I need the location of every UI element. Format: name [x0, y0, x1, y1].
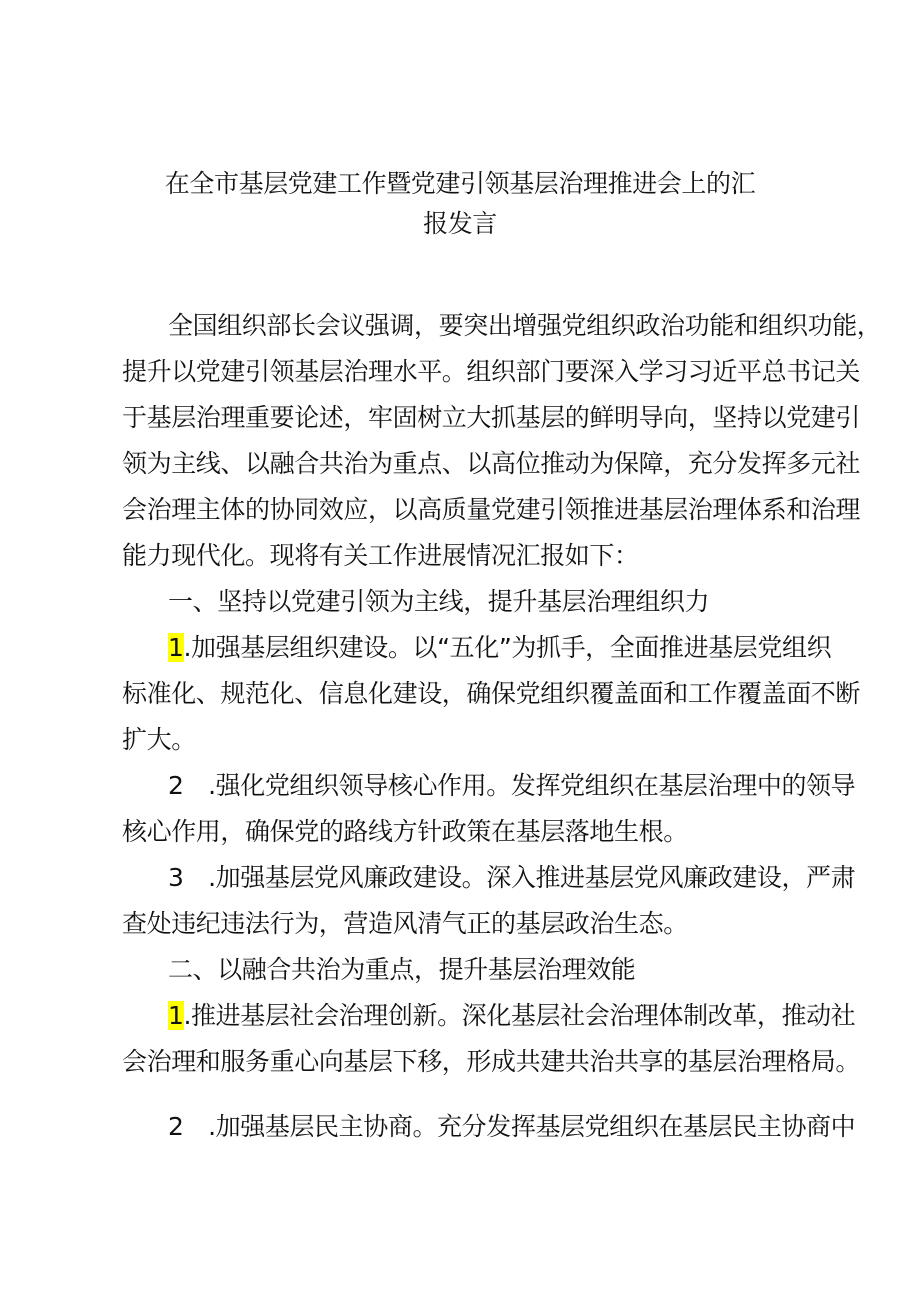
paragraph-line: 扩大。 — [122, 725, 196, 754]
intro-line: 全国组织部长会议强调，要突出增强党组织政治功能和组织功能， — [168, 311, 882, 340]
intro-line: 于基层治理重要论述，牢固树立大抓基层的鲜明导向，坚持以党建引 — [122, 403, 861, 432]
paragraph-text: .加强基层组织建设。以“五化”为抓手，全面推进基层党组织 — [183, 633, 832, 662]
intro-line: 会治理主体的协同效应，以高质量党建引领推进基层治理体系和治理 — [122, 495, 861, 524]
intro-line: 领为主线、以融合共治为重点、以高位推动为保障，充分发挥多元社 — [122, 449, 861, 478]
paragraph-line: 核心作用，确保党的路线方针政策在基层落地生根。 — [122, 817, 688, 846]
intro-line: 能力现代化。现将有关工作进展情况汇报如下： — [122, 541, 639, 570]
title-line-2: 报发言 — [423, 209, 497, 238]
paragraph-line — [168, 628, 831, 668]
paragraph-line: 标准化、规范化、信息化建设，确保党组织覆盖面和工作覆盖面不断 — [122, 679, 861, 708]
paragraph-line: 3 .加强基层党风廉政建设。深入推进基层党风廉政建设，严肃 — [168, 863, 856, 892]
paragraph-line — [168, 996, 855, 1036]
paragraph-text: .推进基层社会治理创新。深化基层社会治理体制改革，推动社 — [183, 1001, 856, 1030]
intro-line: 提升以党建引领基层治理水平。组织部门要深入学习习近平总书记关 — [122, 357, 861, 386]
paragraph-line: 2 .加强基层民主协商。充分发挥基层党组织在基层民主协商中 — [168, 1112, 856, 1141]
paragraph-line: 2 .强化党组织领导核心作用。发挥党组织在基层治理中的领导 — [168, 771, 856, 800]
highlighted-number: 1 — [168, 1001, 184, 1030]
document-title — [120, 164, 800, 244]
paragraph-line: 查处违纪违法行为，营造风清气正的基层政治生态。 — [122, 909, 688, 938]
highlighted-number: 1 — [168, 633, 184, 662]
section-heading: 二、以融合共治为重点，提升基层治理效能 — [168, 955, 636, 984]
section-heading: 一、坚持以党建引领为主线，提升基层治理组织力 — [168, 587, 710, 616]
title-line-1: 在全市基层党建工作暨党建引领基层治理推进会上的汇 — [164, 169, 756, 198]
paragraph-line: 会治理和服务重心向基层下移，形成共建共治共享的基层治理格局。 — [122, 1047, 861, 1076]
